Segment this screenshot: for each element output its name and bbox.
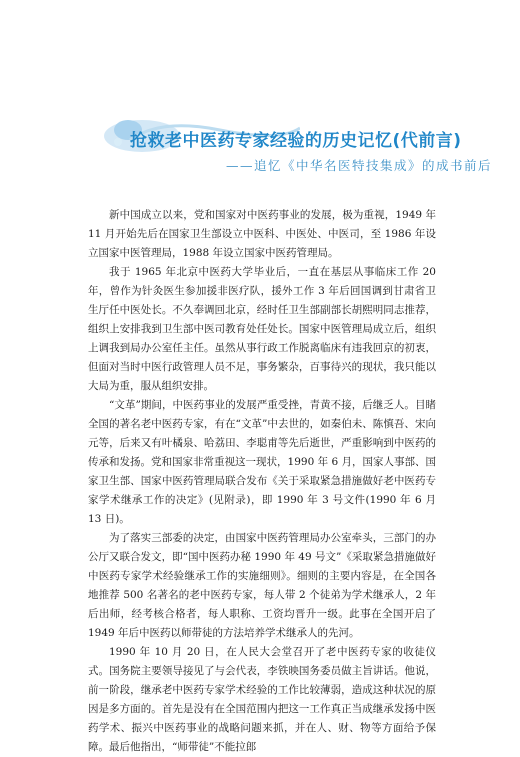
chapter-title: 抢救老中医药专家经验的历史记忆(代前言) [130, 131, 462, 151]
chapter-subtitle: ——追忆《中华名医特技集成》的成书前后 [226, 158, 493, 173]
paragraph: “文革”期间，中医药事业的发展严重受挫，青黄不接，后继乏人。目睹全国的著名老中医药专家，有在“文革”中去世的，如秦伯未、陈慎吾、宋向元等，后来又有叶橘泉、哈荔田、李聪甫等先后逝世，严重影响到中医药的传承和发扬。党和国家非常重视这一现状，1990 年 6 月，国家人事部、国家卫生部、国家中医药管理局联合发布《关于采取紧急措施做好老中医药专家学术继承工作的决定》(见附录)，即 1990 年 3 号文件(1990 年 6 月 13 日)。 [88, 399, 436, 525]
body-text [88, 206, 436, 757]
chapter-header [0, 112, 520, 188]
paragraph: 1990 年 10 月 20 日，在人民大会堂召开了老中医药专家的收徒仪式。国务院主要领导接见了与会代表，李铁映国务委员做主旨讲话。他说，前一阶段，继承老中医药专家学术经验的工作比较薄弱，造成这种状况的原因是多方面的。首先是没有在全国范围内把这一工作真正当成继承发扬中医药学术、振兴中医药事业的战略问题来抓，并在人、财、物等方面给予保障。最后他指出，“师带徒”不能拉郎 [88, 646, 436, 753]
paragraph: 我于 1965 年北京中医药大学毕业后，一直在基层从事临床工作 20 年，曾作为针灸医生参加援非医疗队，援外工作 3 年后回国调到甘肃省卫生厅任中医处长。不久奉调回北京，经时任卫生部副部长胡熙明同志推荐，组织上安排我到卫生部中医司教育处任处长。国家中医管理局成立后，组织上调我到局办公室任主任。虽然从事行政工作脱离临床有违我回京的初衷，但面对当时中医行政管理人员不足，事务繁杂，百事待兴的现状，我只能以大局为重，服从组织安排。 [88, 266, 436, 392]
paragraph: 新中国成立以来，党和国家对中医药事业的发展，极为重视，1949 年 11 月开始先后在国家卫生部设立中医科、中医处、中医司，至 1986 年设立国家中医管理局，1988 年设立国家中医药管理局。 [88, 209, 436, 259]
paragraph: 为了落实三部委的决定，由国家中医药管理局办公室牵头，三部门的办公厅又联合发文，即“国中医药办秘 1990 年 49 号文”《采取紧急措施做好中医药专家学术经验继承工作的实施细则》。细则的主要内容是，在全国各地推荐 500 名著名的老中医药专家，每人带 2 个徒弟为学术继承人，2 年后出师，经考核合格者，每人职称、工资均晋升一级。此事在全国开启了 1949 年后中医药以师带徒的方法培养学术继承人的先河。 [88, 532, 436, 639]
